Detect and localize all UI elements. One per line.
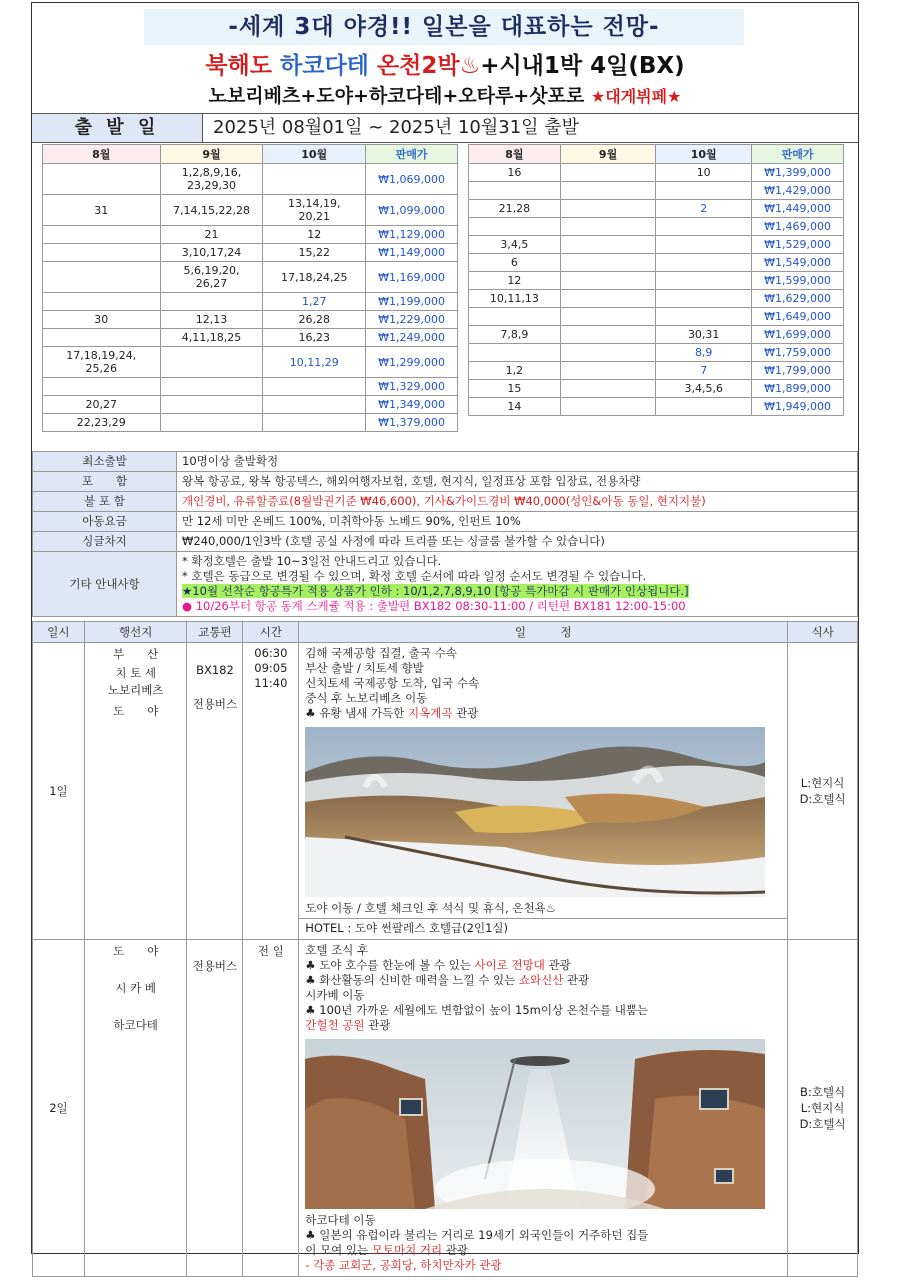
price-cell-sep — [560, 236, 656, 254]
day1-hotel: HOTEL : 도야 썬팔레스 호텔급(2인1실) — [299, 918, 787, 936]
price-cell-aug: 17,18,19,24, 25,26 — [43, 347, 161, 378]
price-cell-sep — [160, 378, 263, 396]
price-row — [43, 195, 458, 226]
sched-line — [305, 706, 781, 721]
price-cell-price: ₩1,149,000 — [366, 244, 458, 262]
price-cell-price: ₩1,699,000 — [752, 326, 844, 344]
title-hakodate: 하코다테 — [280, 53, 369, 79]
price-cell-aug: 20,27 — [43, 396, 161, 414]
price-cell-price: ₩1,199,000 — [366, 293, 458, 311]
flyer-header — [32, 3, 858, 111]
price-cell-price: ₩1,169,000 — [366, 262, 458, 293]
price-cell-oct: 17,18,24,25 — [263, 262, 366, 293]
price-cell-price: ₩1,299,000 — [366, 347, 458, 378]
price-row — [43, 378, 458, 396]
day1-transport — [187, 643, 243, 940]
single-label: 싱글차지 — [33, 532, 177, 552]
included-label: 포 함 — [33, 472, 177, 492]
price-cell-sep: 12,13 — [160, 311, 263, 329]
price-cell-aug: 16 — [469, 164, 561, 182]
price-cell-oct — [263, 414, 366, 432]
price-cell-sep — [560, 272, 656, 290]
price-row — [469, 362, 844, 380]
price-table-right — [468, 144, 844, 416]
price-cell-price: ₩1,949,000 — [752, 398, 844, 416]
sched-line: ♣ 일본의 유럽이라 불리는 거리로 19세기 외국인들이 거주하던 집들 — [305, 1228, 649, 1242]
col-price: 판매가 — [366, 145, 458, 164]
price-cell-oct: 1,27 — [263, 293, 366, 311]
price-row — [469, 272, 844, 290]
price-cell-aug: 6 — [469, 254, 561, 272]
price-cell-price: ₩1,349,000 — [366, 396, 458, 414]
price-row — [469, 182, 844, 200]
price-cell-oct — [656, 398, 752, 416]
etc-notes — [177, 552, 858, 617]
sched-line — [305, 1018, 781, 1033]
itinerary-table — [32, 621, 858, 1277]
price-cell-oct: 16,23 — [263, 329, 366, 347]
header-title — [32, 51, 858, 81]
price-cell-price: ₩1,649,000 — [752, 308, 844, 326]
place: 노보리베츠 — [107, 683, 164, 697]
header-route — [32, 83, 858, 110]
price-cell-sep — [560, 362, 656, 380]
price-cell-oct: 26,28 — [263, 311, 366, 329]
price-row — [469, 290, 844, 308]
time: 09:05 — [254, 661, 288, 675]
price-cell-sep — [560, 398, 656, 416]
sched-line — [305, 1243, 781, 1258]
tour-text: 관광 — [452, 706, 479, 720]
child-value: 만 12세 미만 온베드 100%, 미취학아동 노베드 90%, 인펀트 10% — [177, 512, 858, 532]
sched-line — [305, 973, 781, 988]
price-cell-oct: 8,9 — [656, 344, 752, 362]
price-cell-oct: 10 — [656, 164, 752, 182]
price-cell-sep — [560, 200, 656, 218]
day2-label: 2일 — [33, 940, 85, 1277]
tour-text: ♣ 도야 호수를 한눈에 볼 수 있는 — [305, 958, 475, 972]
price-cell-price: ₩1,799,000 — [752, 362, 844, 380]
etc-label: 기타 안내사항 — [33, 552, 177, 617]
day2-transport: 전용버스 — [187, 940, 243, 1277]
col-sep: 9월 — [160, 145, 263, 164]
day2-meals — [788, 940, 858, 1277]
etc-note-3: ★10월 선착순 항공특가 적용 상품가 인하 : 10/1,2,7,8,9,10 [항공 특가마감 시 판매가 인상됩니다.] — [182, 584, 689, 598]
price-row — [43, 244, 458, 262]
price-cell-sep: 4,11,18,25 — [160, 329, 263, 347]
price-cell-aug: 10,11,13 — [469, 290, 561, 308]
price-cell-aug: 14 — [469, 398, 561, 416]
day2-time: 전 일 — [243, 940, 299, 1277]
col-oct: 10월 — [263, 145, 366, 164]
price-cell-sep — [560, 344, 656, 362]
price-cell-price: ₩1,379,000 — [366, 414, 458, 432]
price-cell-aug — [469, 308, 561, 326]
price-cell-sep: 7,14,15,22,28 — [160, 195, 263, 226]
crab-buffet-badge: ★대게뷔페★ — [590, 87, 682, 106]
h-day: 일시 — [33, 622, 85, 643]
day1-label: 1일 — [33, 643, 85, 940]
price-cell-sep: 3,10,17,24 — [160, 244, 263, 262]
h-meal: 식사 — [788, 622, 858, 643]
header-tagline: -세계 3대 야경!! 일본을 대표하는 전망- — [144, 9, 744, 45]
price-row — [43, 262, 458, 293]
meal: D:호텔식 — [799, 792, 846, 806]
day2-row — [33, 940, 858, 1277]
price-cell-oct: 3,4,5,6 — [656, 380, 752, 398]
price-cell-sep — [160, 293, 263, 311]
place: 시 카 베 — [115, 981, 156, 995]
price-cell-price: ₩1,549,000 — [752, 254, 844, 272]
col-aug: 8월 — [469, 145, 561, 164]
price-cell-sep — [560, 326, 656, 344]
price-row — [469, 200, 844, 218]
col-sep: 9월 — [560, 145, 656, 164]
price-cell-sep — [560, 218, 656, 236]
price-row — [469, 236, 844, 254]
flight: BX182 — [196, 663, 234, 677]
price-cell-sep — [160, 414, 263, 432]
place: 부 산 — [113, 647, 159, 661]
tour-text: ♣ 유황 냄새 가득한 — [305, 706, 408, 720]
price-cell-price: ₩1,759,000 — [752, 344, 844, 362]
price-row — [469, 254, 844, 272]
price-cell-aug: 30 — [43, 311, 161, 329]
price-cell-price: ₩1,429,000 — [752, 182, 844, 200]
meal: L:현지식 — [800, 776, 845, 790]
price-cell-sep — [560, 182, 656, 200]
day1-times — [243, 643, 299, 940]
child-label: 아동요금 — [33, 512, 177, 532]
sched-line: 시카베 이동 — [305, 988, 365, 1002]
price-cell-aug — [43, 262, 161, 293]
price-cell-aug: 1,2 — [469, 362, 561, 380]
departure-dates: 2025년 08월01일 ~ 2025년 10월31일 출발 — [213, 117, 580, 138]
price-cell-aug: 31 — [43, 195, 161, 226]
col-price: 판매가 — [752, 145, 844, 164]
tour-highlight: 지옥계곡 — [407, 706, 453, 720]
price-cell-aug — [469, 344, 561, 362]
price-row — [43, 164, 458, 195]
meal: L:현지식 — [800, 1101, 845, 1115]
price-cell-price: ₩1,899,000 — [752, 380, 844, 398]
day1-meals — [788, 643, 858, 940]
price-row — [469, 326, 844, 344]
price-row — [43, 347, 458, 378]
tour-highlight: 사이로 전망대 — [474, 958, 545, 972]
sched-line: ♣ 100년 가까운 세월에도 변함없이 높이 15m이상 온천수를 내뿜는 — [305, 1003, 649, 1017]
price-table-left — [42, 144, 458, 432]
price-cell-price: ₩1,229,000 — [366, 311, 458, 329]
etc-note-1: * 확정호텔은 출발 10~3일전 안내드리고 있습니다. — [182, 554, 442, 568]
day1-row — [33, 643, 858, 940]
day1-places — [84, 643, 187, 940]
sched-line: 김해 국제공항 집결, 출국 수속 — [305, 646, 457, 660]
price-cell-sep — [560, 164, 656, 182]
price-cell-oct: 13,14,19, 20,21 — [263, 195, 366, 226]
price-cell-price: ₩1,069,000 — [366, 164, 458, 195]
price-cell-oct — [656, 218, 752, 236]
departure-label: 출 발 일 — [32, 114, 203, 142]
etc-note-4: ● 10/26부터 항공 동계 스케쥴 적용 : 출발편 BX182 08:30-11:00 / 리턴편 BX181 12:00-15:00 — [182, 599, 686, 613]
time: 06:30 — [254, 646, 288, 660]
price-cell-aug — [43, 378, 161, 396]
price-cell-oct — [263, 164, 366, 195]
sched-line: 호텔 조식 후 — [305, 943, 369, 957]
price-cell-aug: 22,23,29 — [43, 414, 161, 432]
price-cell-price: ₩1,249,000 — [366, 329, 458, 347]
price-row — [43, 329, 458, 347]
price-cell-price: ₩1,529,000 — [752, 236, 844, 254]
price-cell-oct: 7 — [656, 362, 752, 380]
day1-after: 도야 이동 / 호텔 체크인 후 석식 및 휴식, 온천욕♨ — [305, 901, 556, 915]
bus: 전용버스 — [192, 697, 238, 711]
price-cell-oct: 10,11,29 — [263, 347, 366, 378]
price-cell-oct — [656, 236, 752, 254]
excluded-label: 불 포 함 — [33, 492, 177, 512]
price-cell-oct — [263, 396, 366, 414]
tour-highlight: 간헐천 공원 — [305, 1018, 365, 1032]
min-label: 최소출발 — [33, 452, 177, 472]
price-cell-aug — [43, 244, 161, 262]
place: 하코다테 — [113, 1018, 158, 1032]
tour-text: 이 모여 있는 — [305, 1243, 372, 1257]
place: 도 야 — [113, 704, 159, 718]
price-cell-aug — [43, 226, 161, 244]
meal: B:호텔식 — [800, 1085, 846, 1099]
price-cell-sep: 5,6,19,20, 26,27 — [160, 262, 263, 293]
place: 치 토 세 — [115, 666, 156, 680]
sched-line: - 각종 교회군, 공회당, 하치만자카 관광 — [305, 1258, 502, 1272]
price-row — [43, 293, 458, 311]
single-value: ₩240,000/1인3박 (호텔 공실 사정에 따라 트리플 또는 싱글룸 불가할 수 있습니다) — [177, 532, 858, 552]
excluded-value: 개인경비, 유류할증료(8월발권기준 ₩46,600), 기사&가이드경비 ₩40,000(성인&아동 동일, 현지지불) — [177, 492, 858, 512]
sched-line — [305, 958, 781, 973]
price-row — [469, 344, 844, 362]
price-cell-oct: 30,31 — [656, 326, 752, 344]
price-row — [469, 380, 844, 398]
price-row — [43, 396, 458, 414]
h-time: 시간 — [243, 622, 299, 643]
title-hokkaido: 북해도 — [205, 53, 272, 79]
h-place: 행선지 — [84, 622, 187, 643]
price-cell-aug: 7,8,9 — [469, 326, 561, 344]
price-cell-aug — [43, 164, 161, 195]
tour-highlight: 쇼와신산 — [518, 973, 564, 987]
price-cell-aug: 12 — [469, 272, 561, 290]
day2-schedule — [299, 940, 788, 1277]
price-cell-price: ₩1,599,000 — [752, 272, 844, 290]
price-cell-oct — [656, 272, 752, 290]
tour-highlight: 모토마치 거리 — [371, 1243, 443, 1257]
price-cell-aug — [469, 182, 561, 200]
price-cell-sep: 1,2,8,9,16, 23,29,30 — [160, 164, 263, 195]
price-cell-sep — [560, 308, 656, 326]
info-table — [32, 451, 858, 617]
price-cell-price: ₩1,329,000 — [366, 378, 458, 396]
price-cell-aug: 15 — [469, 380, 561, 398]
price-cell-oct: 12 — [263, 226, 366, 244]
day1-schedule — [299, 643, 788, 940]
price-cell-sep — [160, 347, 263, 378]
price-cell-aug — [43, 293, 161, 311]
col-oct: 10월 — [656, 145, 752, 164]
meal: D:호텔식 — [799, 1117, 846, 1131]
price-cell-oct — [656, 182, 752, 200]
price-row — [43, 226, 458, 244]
price-cell-aug — [469, 218, 561, 236]
price-row — [469, 398, 844, 416]
price-cell-oct: 15,22 — [263, 244, 366, 262]
title-duration: +시내1박 4일(BX) — [480, 53, 685, 79]
tour-flyer — [31, 2, 859, 1272]
price-row — [43, 311, 458, 329]
price-cell-oct — [656, 254, 752, 272]
price-cell-oct — [263, 378, 366, 396]
price-cell-price: ₩1,469,000 — [752, 218, 844, 236]
price-cell-price: ₩1,629,000 — [752, 290, 844, 308]
min-value: 10명이상 출발확정 — [177, 452, 858, 472]
tour-text: 관광 — [544, 958, 571, 972]
route-cities: 노보리베츠+도야+하코다테+오타루+삿포로 — [208, 85, 585, 107]
col-aug: 8월 — [43, 145, 161, 164]
price-cell-sep — [160, 396, 263, 414]
price-row — [43, 414, 458, 432]
price-row — [469, 218, 844, 236]
price-cell-price: ₩1,449,000 — [752, 200, 844, 218]
jigokudani-photo — [305, 727, 765, 897]
price-cell-oct: 2 — [656, 200, 752, 218]
tour-text: 관광 — [364, 1018, 391, 1032]
included-value: 왕복 항공료, 왕복 항공텍스, 해외여행자보험, 호텔, 현지식, 일정표상 포함 입장료, 전용차량 — [177, 472, 858, 492]
day2-places — [84, 940, 187, 1277]
place: 도 야 — [113, 944, 159, 958]
price-row — [469, 164, 844, 182]
sched-line: 신치토세 국제공항 도착, 입국 수속 — [305, 676, 480, 690]
h-transport: 교통편 — [187, 622, 243, 643]
sched-line: 중식 후 노보리베츠 이동 — [305, 691, 428, 705]
price-cell-price: ₩1,129,000 — [366, 226, 458, 244]
price-cell-oct — [656, 308, 752, 326]
price-row — [469, 308, 844, 326]
price-cell-aug: 3,4,5 — [469, 236, 561, 254]
sched-line: 부산 출발 / 치토세 향발 — [305, 661, 424, 675]
price-cell-sep — [560, 290, 656, 308]
h-schedule: 일 정 — [299, 622, 788, 643]
departure-row — [32, 113, 858, 143]
etc-note-2: * 호텔은 동급으로 변경될 수 있으며, 확정 호텔 순서에 따라 일정 순서도 변경될 수 있습니다. — [182, 569, 647, 583]
tour-text: 관광 — [442, 1243, 468, 1257]
price-cell-aug: 21,28 — [469, 200, 561, 218]
price-cell-sep — [560, 254, 656, 272]
price-cell-sep: 21 — [160, 226, 263, 244]
price-cell-price: ₩1,399,000 — [752, 164, 844, 182]
price-cell-sep — [560, 380, 656, 398]
sched-line: 하코다테 이동 — [305, 1213, 376, 1227]
time: 11:40 — [254, 676, 288, 690]
tour-text: ♣ 화산활동의 신비한 매력을 느낄 수 있는 — [305, 973, 519, 987]
price-cell-price: ₩1,099,000 — [366, 195, 458, 226]
tour-text: 관광 — [563, 973, 590, 987]
price-cell-aug — [43, 329, 161, 347]
price-cell-oct — [656, 290, 752, 308]
title-onsen: 온천2박♨ — [376, 53, 481, 79]
geyser-photo — [305, 1039, 765, 1209]
